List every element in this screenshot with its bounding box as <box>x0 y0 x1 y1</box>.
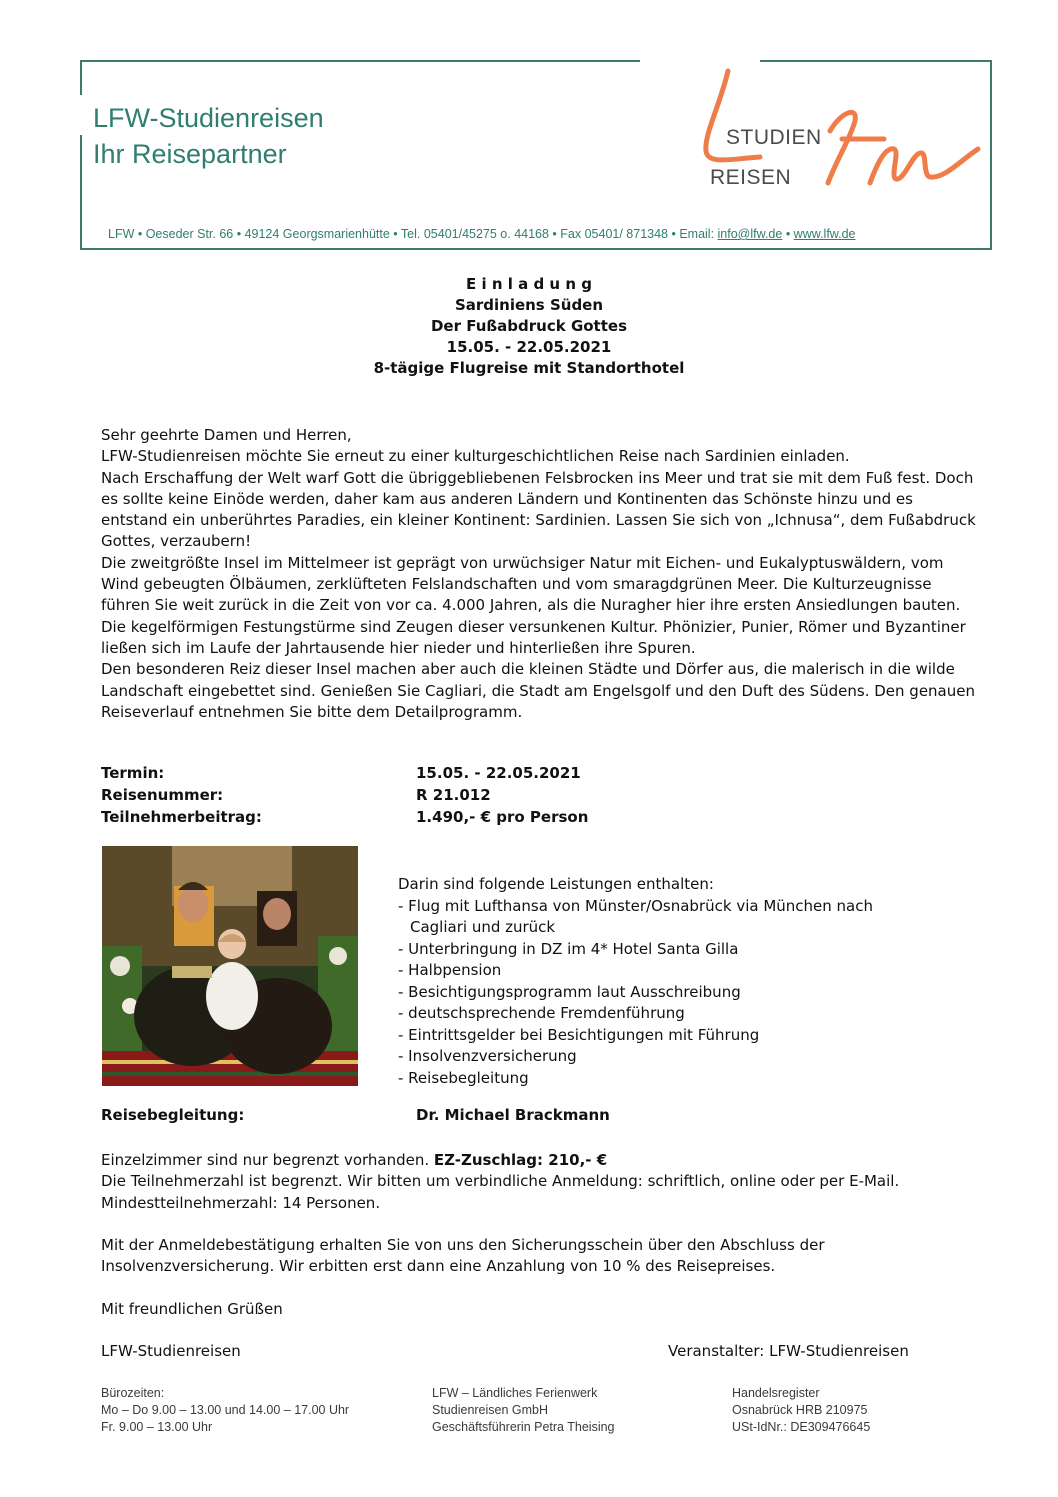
footer-line: Handelsregister <box>732 1386 820 1400</box>
guide-label: Reisebegleitung: <box>101 1106 245 1124</box>
title-trip-type: 8-tägige Flugreise mit Standorthotel <box>373 359 685 377</box>
footer-office-hours <box>101 1385 349 1436</box>
footer-line: Studienreisen GmbH <box>432 1403 549 1417</box>
services-list <box>398 896 958 1090</box>
intro-paragraph-3: Die zweitgrößte Insel im Mittelmeer ist geprägt von urwüchsiger Natur mit Eichen- und Eukalyptuswäldern, vom Wind gebeugten Ölbäumen, zerklüfteten Felslandschaften und vom smaragdgrünen Meer. Die Kulturzeugnisse führen Sie weit zurück in die Zeit von vor ca. 4.000 Jahren, als die Nuragher hier ihre ersten Ansiedlungen bauten. Die kegelförmigen Festungstürme sind Zeugen dieser versunkenen Kultur. Phönizier, Punier, Römer und Byzantiner ließen sich im Laufe der Jahrtausende hier nieder und hinterließen ihre Spuren. <box>101 553 966 657</box>
services-intro: Darin sind folgende Leistungen enthalten: <box>398 875 714 893</box>
reisenummer-label: Reisenummer: <box>101 786 224 804</box>
beitrag-value: 1.490,- € pro Person <box>416 808 589 826</box>
services-block <box>398 874 958 1089</box>
address-sep: • <box>782 227 794 241</box>
service-item: - Flug mit Lufthansa von Münster/Osnabrück via München nach <box>398 896 873 915</box>
reisenummer-value: R 21.012 <box>416 786 491 804</box>
intro-paragraph-4: Den besonderen Reiz dieser Insel machen aber auch die kleinen Städte und Dörfer aus, die malerisch in die wilde Landschaft eingebettet sind. Genießen Sie Cagliari, die Stadt am Engelsgolf und den Duft des Südens. Den genauen Reiseverlauf entnehmen Sie bitte dem Detailprogramm. <box>101 660 975 721</box>
address-text: LFW • Oeseder Str. 66 • 49124 Georgsmarienhütte • Tel. 05401/45275 o. 44168 • Fax 05401/ 871348 • Email: <box>108 227 718 241</box>
website-link[interactable]: www.lfw.de <box>793 227 856 241</box>
intro-paragraph-2: Nach Erschaffung der Welt warf Gott die übriggebliebenen Felsbrocken ins Meer und trat sie mit dem Fuß fest. Doch es sollte keine Einöde werden, daher kam aus anderen Ländern und Kontinenten das Schönste hinzu und es entstand ein unberührtes Paradies, ein kleiner Kontinent: Sardinien. Lassen Sie sich von „Ichnusa“, dem Fußabdruck Gottes, verzaubern! <box>101 468 976 551</box>
company-name: LFW-Studienreisen <box>93 103 324 133</box>
title-region: Sardiniens Süden <box>454 296 604 314</box>
greeting: Sehr geehrte Damen und Herren, <box>101 426 352 444</box>
title-einladung: E i n l a d u n g <box>466 275 592 293</box>
termin-label: Termin: <box>101 764 165 782</box>
min-participants: Mindestteilnehmerzahl: 14 Personen. <box>101 1193 381 1212</box>
service-item: - Reisebegleitung <box>398 1068 529 1087</box>
footer-line: USt-IdNr.: DE309476645 <box>732 1420 871 1434</box>
footer-line: Bürozeiten: <box>101 1386 165 1400</box>
intro-text <box>101 425 981 723</box>
service-item: - Unterbringung in DZ im 4* Hotel Santa Gilla <box>398 939 739 958</box>
termin-value: 15.05. - 22.05.2021 <box>416 764 581 782</box>
guide-value: Dr. Michael Brackmann <box>416 1106 610 1124</box>
email-link[interactable]: info@lfw.de <box>717 227 783 241</box>
footer-line: Mo – Do 9.00 – 13.00 und 14.00 – 17.00 Uhr <box>101 1403 350 1417</box>
ez-surcharge: EZ-Zuschlag: 210,- € <box>433 1151 608 1169</box>
service-item: - deutschsprechende Fremdenführung <box>398 1004 685 1022</box>
service-item: - Halbpension <box>398 961 502 979</box>
frame-gap <box>79 95 85 135</box>
footer-line: Geschäftsführerin Petra Theising <box>432 1420 615 1434</box>
sender-name: LFW-Studienreisen <box>101 1342 241 1360</box>
service-item: - Insolvenzversicherung <box>398 1047 577 1065</box>
title-subtitle: Der Fußabdruck Gottes <box>430 317 628 335</box>
service-item: Cagliari und zurück <box>410 918 556 936</box>
footer-register <box>732 1385 870 1436</box>
sardinian-costume-photo <box>102 846 358 1086</box>
intro-paragraph-1: LFW-Studienreisen möchte Sie erneut zu einer kulturgeschichtlichen Reise nach Sardinien einladen. <box>101 447 850 466</box>
footer-line: Osnabrück HRB 210975 <box>732 1403 868 1417</box>
footer-line: Fr. 9.00 – 13.00 Uhr <box>101 1420 213 1434</box>
title-dates: 15.05. - 22.05.2021 <box>446 338 612 356</box>
organizer: Veranstalter: LFW-Studienreisen <box>668 1342 909 1360</box>
notes-block <box>101 1150 981 1214</box>
ez-text: Einzelzimmer sind nur begrenzt vorhanden. <box>101 1151 434 1169</box>
company-tagline: Ihr Reisepartner <box>93 139 287 169</box>
beitrag-label: Teilnehmerbeitrag: <box>101 808 262 826</box>
participant-limit: Die Teilnehmerzahl ist begrenzt. Wir bitten um verbindliche Anmeldung: schriftlich, online oder per E-Mail. <box>101 1172 900 1191</box>
service-item: - Besichtigungsprogramm laut Ausschreibung <box>398 982 741 1001</box>
regards: Mit freundlichen Grüßen <box>101 1300 283 1318</box>
footer-company <box>432 1385 615 1436</box>
frame-gap-top <box>640 58 760 64</box>
logo-studien: STUDIEN <box>726 126 822 149</box>
logo-reisen: REISEN <box>710 166 792 189</box>
address-line <box>108 227 856 241</box>
confirmation-text: Mit der Anmeldebestätigung erhalten Sie von uns den Sicherungsschein über den Abschluss der Insolvenzversicherung. Wir erbitten erst dann eine Anzahlung von 10 % des Reisepreises. <box>101 1236 825 1276</box>
service-item: - Eintrittsgelder bei Besichtigungen mit Führung <box>398 1025 760 1044</box>
footer-line: LFW – Ländliches Ferienwerk <box>432 1386 598 1400</box>
